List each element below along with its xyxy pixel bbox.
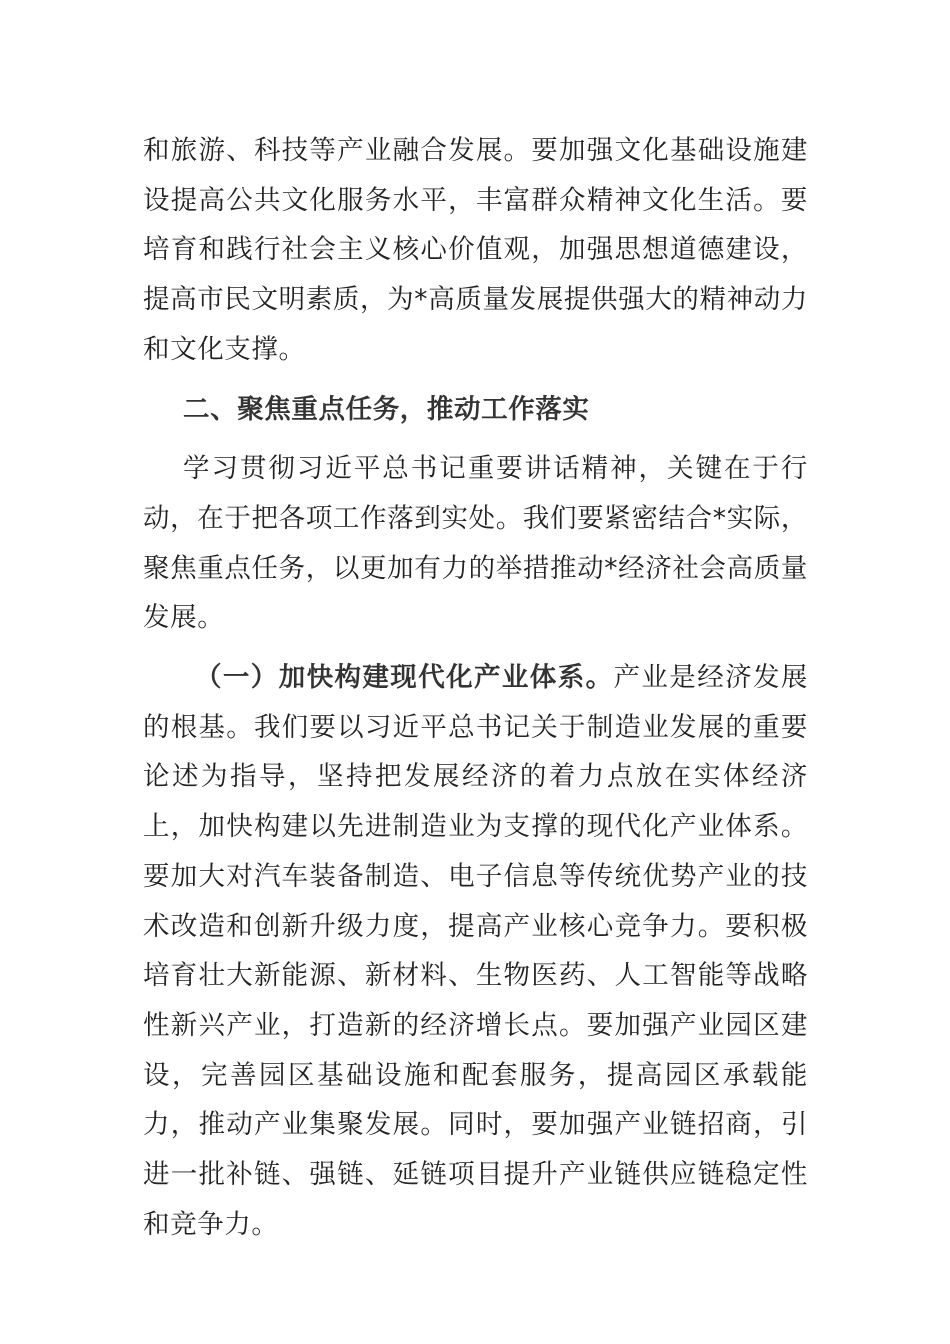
spacer xyxy=(143,643,808,653)
document-page xyxy=(143,126,808,1249)
subsection-lead: （一）加快构建现代化产业体系。 xyxy=(195,662,614,694)
section-heading: 二、聚焦重点任务，推动工作落实 xyxy=(183,393,590,425)
spacer xyxy=(143,434,808,444)
paragraph-intro: 和旅游、科技等产业融合发展。要加强文化基础设施建设提高公共文化服务水平，丰富群众精神文化生活。要培育和践行社会主义核心价值观，加强思想道德建设，提高市民文明素质，为*高质量发展提供强大的精神动力和文化支撑。 xyxy=(143,135,808,365)
subsection-body: 产业是经济发展的根基。我们要以习近平总书记关于制造业发展的重要论述为指导，坚持把发展经济的着力点放在实体经济上，加快构建以先进制造业为支撑的现代化产业体系。要加大对汽车装备制造、电子信息等传统优势产业的技术改造和创新升级力度，提高产业核心竞争力。要积极培育壮大新能源、新材料、生物医药、人工智能等战略性新兴产业，打造新的经济增长点。要加强产业园区建设，完善园区基础设施和配套服务，提高园区承载能力，推动产业集聚发展。同时，要加强产业链招商，引进一批补链、强链、延链项目提升产业链供应链稳定性和竞争力。 xyxy=(143,662,808,1240)
paragraph-section: 学习贯彻习近平总书记重要讲话精神，关键在于行动，在于把各项工作落到实处。我们要紧密结合*实际，聚焦重点任务，以更加有力的举措推动*经济社会高质量发展。 xyxy=(143,453,808,634)
spacer xyxy=(143,375,808,385)
paragraph-subsection xyxy=(143,653,808,1249)
